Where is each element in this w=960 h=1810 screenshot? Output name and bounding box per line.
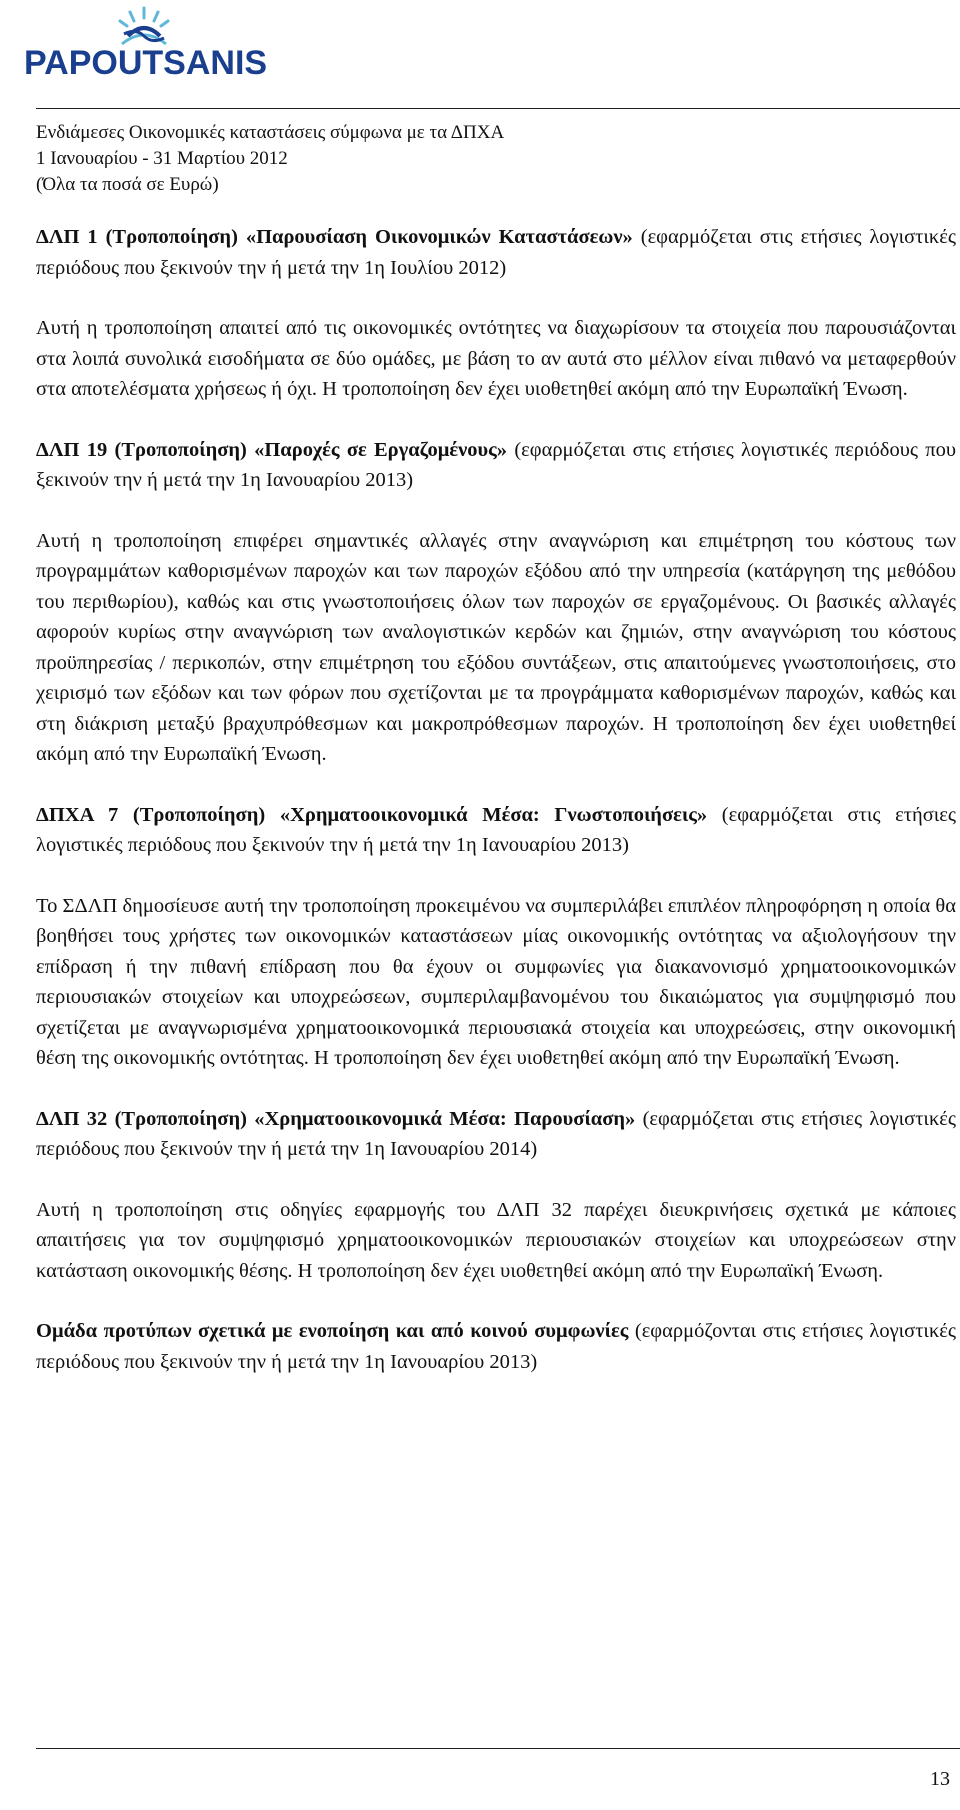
page-number: 13	[930, 1768, 950, 1790]
standard-title: Ομάδα προτύπων σχετικά με ενοποίηση και από κοινού συμφωνίες	[36, 1320, 629, 1342]
header-period: 1 Ιανουαρίου - 31 Μαρτίου 2012	[36, 148, 288, 169]
section-heading	[36, 435, 956, 496]
sun-rays-icon	[24, 4, 264, 48]
header-divider	[36, 108, 960, 109]
section-body: Το ΣΔΛΠ δημοσίευσε αυτή την τροποποίηση προκειμένου να συμπεριλάβει επιπλέον πληροφόρηση η οποία θα βοηθήσει τους χρήστες των οικονομικών καταστάσεων μίας οικονομικής οντότητας να αξιολογήσουν την επίδραση ή την πιθανή επίδραση που θα έχουν οι συμφωνίες για διακανονισμό χρηματοοικονομικών περιουσιακών στοιχείων και υποχρεώσεων, συμπεριλαμβανομένου του δικαιώματος για συμψηφισμό που σχετίζεται με αναγνωρισμένα χρηματοοικονομικά περιουσιακά στοιχεία και υποχρεώσεις, στην οικονομική θέση της οικονομικής οντότητας. Η τροποποίηση δεν έχει υιοθετηθεί ακόμη από την Ευρωπαϊκή Ένωση.	[36, 894, 956, 1069]
logo-wordmark: PAPOUTSANIS	[24, 44, 268, 82]
section-body: Αυτή η τροποποίηση στις οδηγίες εφαρμογής του ΔΛΠ 32 παρέχει διευκρινήσεις σχετικά με κάποιες απαιτήσεις για τον συμψηφισμό χρηματοοικονομικών περιουσιακών στοιχείων και υποχρεώσεων στην κατάσταση οικονομικής θέσης. Η τροποποίηση δεν έχει υιοθετηθεί ακόμη από την Ευρωπαϊκή Ένωση.	[36, 1198, 956, 1282]
header-currency-note: (Όλα τα ποσά σε Ευρώ)	[36, 174, 219, 195]
section-body: Αυτή η τροποποίηση επιφέρει σημαντικές αλλαγές στην αναγνώριση και επιμέτρηση του κόστους των προγραμμάτων καθορισμένων παροχών και των παροχών εξόδου από την υπηρεσία (κατάργηση της μεθόδου του περιθωρίου), καθώς και στις γνωστοποιήσεις όλων των παροχών σε εργαζομένους. Οι βασικές αλλαγές αφορούν κυρίως στην αναγνώριση των αναλογιστικών κερδών και ζημιών, στην αναγνώριση του κόστους προϋπηρεσίας / περικοπών, στην επιμέτρηση του εξόδου συντάξεων, στις απαιτούμενες γνωστοποιήσεις, στο χειρισμό των εξόδων και των φόρων που σχετίζονται με τα προγράμματα καθορισμένων παροχών, καθώς και στη διάκριση μεταξύ βραχυπρόθεσμων και μακροπρόθεσμων παροχών. Η τροποποίηση δεν έχει υιοθετηθεί ακόμη από την Ευρωπαϊκή Ένωση.	[36, 529, 956, 765]
section-heading	[36, 1316, 956, 1377]
header-report-title: Ενδιάμεσες Οικονομικές καταστάσεις σύμφωνα με τα ΔΠΧΑ	[36, 122, 505, 143]
effective-date-note: (εφαρμόζεται στις ετήσιες λογιστικές περιόδους που ξεκινούν την ή μετά την 1η Ιανουαρίου 2013)	[36, 438, 956, 491]
standard-title: ΔΛΠ 32 (Τροποποίηση) «Χρηματοοικονομικά Μέσα: Παρουσίαση»	[36, 1107, 636, 1130]
footer-divider	[36, 1748, 960, 1749]
company-logo	[24, 4, 268, 82]
standard-title: ΔΛΠ 1 (Τροποποίηση) «Παρουσίαση Οικονομικών Καταστάσεων»	[36, 226, 633, 248]
section-heading	[36, 1104, 956, 1165]
effective-date-note: (εφαρμόζεται στις ετήσιες λογιστικές περιόδους που ξεκινούν την ή μετά την 1η Ιανουαρίου 2013)	[36, 803, 956, 856]
effective-date-note: (εφαρμόζεται στις ετήσιες λογιστικές περιόδους που ξεκινούν την ή μετά την 1η Ιουλίου 2012)	[36, 226, 956, 279]
standard-title: ΔΛΠ 19 (Τροποποίηση) «Παροχές σε Εργαζομένους»	[36, 438, 508, 461]
effective-date-note: (εφαρμόζεται στις ετήσιες λογιστικές περιόδους που ξεκινούν την ή μετά την 1η Ιανουαρίου 2014)	[36, 1107, 957, 1160]
standard-title: ΔΠΧΑ 7 (Τροποποίηση) «Χρηματοοικονομικά Μέσα: Γνωστοποιήσεις»	[36, 803, 708, 826]
main-content	[36, 222, 956, 1377]
section-heading	[36, 222, 956, 283]
section-body: Αυτή η τροποποίηση απαιτεί από τις οικονομικές οντότητες να διαχωρίσουν τα στοιχεία που παρουσιάζονται στα λοιπά συνολικά εισοδήματα σε δύο ομάδες, με βάση το αν αυτά στο μέλλον είναι πιθανό να μεταφερθούν στα αποτελέσματα χρήσεως ή όχι. Η τροποποίηση δεν έχει υιοθετηθεί ακόμη από την Ευρωπαϊκή Ένωση.	[36, 317, 956, 400]
section-heading	[36, 800, 956, 861]
effective-date-note: (εφαρμόζονται στις ετήσιες λογιστικές περιόδους που ξεκινούν την ή μετά την 1η Ιανουαρίου 2013)	[36, 1320, 957, 1373]
